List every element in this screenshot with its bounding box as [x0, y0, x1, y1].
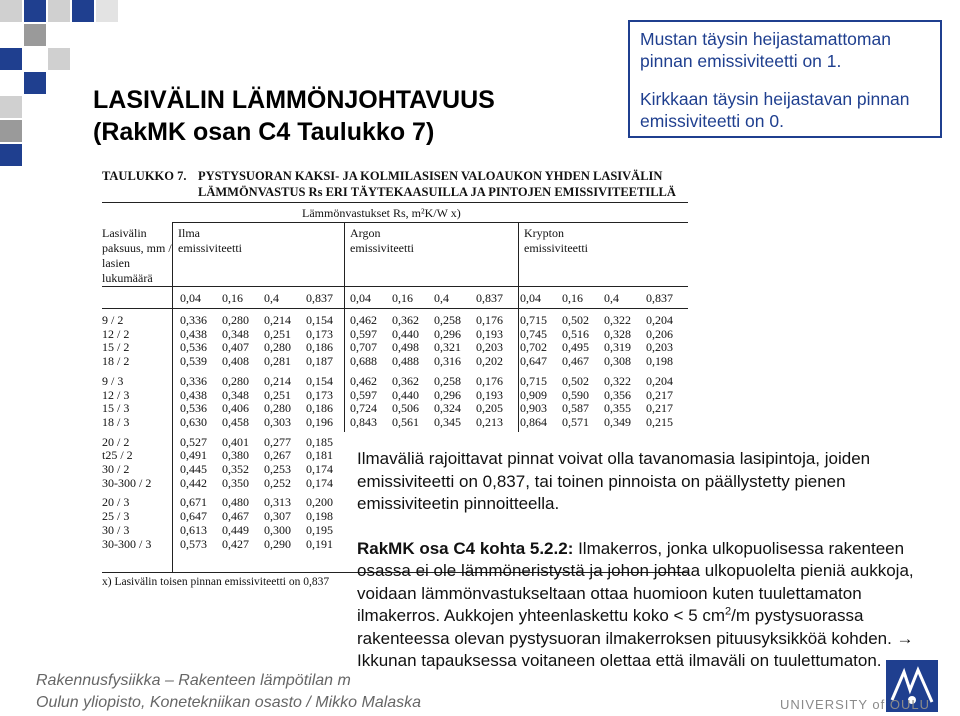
table-cell: 0,195: [306, 522, 333, 537]
row-label: 9 / 3: [102, 373, 124, 388]
table-cell: 0,380: [222, 448, 249, 463]
table-cell: 0,322: [604, 313, 631, 327]
table-cell: 0,213: [476, 414, 503, 429]
table-caption: [102, 168, 676, 200]
callout-text-2: Kirkkaan täysin heijastavan pinnan emissiviteetti on 0.: [640, 89, 910, 131]
callout-text-1: Mustan täysin heijastamattoman pinnan emissiviteetti on 1.: [640, 29, 891, 71]
row-label: 20 / 2: [102, 434, 130, 449]
row-label: 9 / 2: [102, 313, 124, 327]
table-cell: 0,154: [306, 313, 333, 327]
table-cell: 0,202: [476, 354, 503, 369]
table-cell: 0,267: [264, 448, 291, 463]
table-cell: 0,258: [434, 313, 461, 327]
emissivity-cell: 0,4: [264, 291, 279, 306]
emissivity-cell: 0,837: [476, 291, 503, 306]
table-cell: 0,909: [520, 387, 547, 402]
table-cell: 0,204: [646, 373, 673, 388]
row-label: 30 / 3: [102, 522, 130, 537]
table-cell: 0,203: [646, 340, 673, 355]
mosaic-square: [0, 144, 22, 166]
table-cell: 0,319: [604, 340, 631, 355]
table-cell: 0,647: [180, 509, 207, 524]
table-cell: 0,571: [562, 414, 589, 429]
table-cell: 0,597: [350, 387, 377, 402]
table-cell: 0,362: [392, 373, 419, 388]
gas-sub: emissiviteetti: [178, 241, 242, 255]
table-cell: 0,488: [392, 354, 419, 369]
table-cell: 0,438: [180, 326, 207, 341]
table-caption-label: TAULUKKO 7.: [102, 169, 187, 183]
emissivity-cell: 0,16: [392, 291, 413, 306]
table-cell: 0,217: [646, 387, 673, 402]
table-cell: 0,458: [222, 414, 249, 429]
row-label: 30 / 2: [102, 462, 130, 477]
table-cell: 0,198: [646, 354, 673, 369]
emissivity-cell: 0,04: [520, 291, 541, 306]
table-cell: 0,336: [180, 373, 207, 388]
table-row: [102, 341, 690, 355]
table-cell: 0,408: [222, 354, 249, 369]
table-row: [102, 314, 690, 328]
table-cell: 0,321: [434, 340, 461, 355]
title-line-1: LASIVÄLIN LÄMMÖNJOHTAVUUS: [93, 86, 495, 114]
table-cell: 0,191: [306, 536, 333, 551]
table-footnote: x) Lasivälin toisen pinnan emissiviteetti on 0,837: [102, 576, 330, 588]
gas-header-air: [178, 226, 242, 256]
emissivity-cell: 0,04: [350, 291, 371, 306]
table-cell: 0,181: [306, 448, 333, 463]
table-cell: 0,185: [306, 434, 333, 449]
table-cell: 0,186: [306, 401, 333, 416]
column-header-thickness: Lasivälin paksuus, mm / lasien lukumäärä: [102, 226, 172, 285]
footer: [36, 670, 421, 714]
paragraph-1: Ilmaväliä rajoittavat pinnat voivat olla tavanomasia lasipintoja, joiden emissiviteetti on 0,837, tai toinen pinnoista on päällystetty pienen emissiviteetin pinnoitteella.: [357, 449, 871, 513]
table-cell: 0,462: [350, 373, 377, 388]
table-cell: 0,217: [646, 401, 673, 416]
superscript: 2: [725, 605, 732, 618]
table-cell: 0,491: [180, 448, 207, 463]
table-cell: 0,573: [180, 536, 207, 551]
table-cell: 0,864: [520, 414, 547, 429]
table-cell: 0,187: [306, 354, 333, 369]
table-cell: 0,196: [306, 414, 333, 429]
row-label: 30-300 / 3: [102, 536, 152, 551]
table-cell: 0,215: [646, 414, 673, 429]
table-cell: 0,506: [392, 401, 419, 416]
table-cell: 0,438: [180, 387, 207, 402]
university-logo: [770, 660, 950, 716]
row-label: 30-300 / 2: [102, 475, 152, 490]
table-cell: 0,214: [264, 313, 291, 327]
row-label: 20 / 3: [102, 495, 130, 510]
table-cell: 0,903: [520, 401, 547, 416]
table-cell: 0,407: [222, 340, 249, 355]
emissivity-callout: [628, 20, 942, 138]
table-cell: 0,154: [306, 373, 333, 388]
table-cell: 0,362: [392, 313, 419, 327]
mosaic-square: [0, 0, 22, 22]
table-cell: 0,328: [604, 326, 631, 341]
table-cell: 0,303: [264, 414, 291, 429]
table-rule: [102, 202, 688, 203]
table-cell: 0,350: [222, 475, 249, 490]
table-cell: 0,442: [180, 475, 207, 490]
table-cell: 0,445: [180, 462, 207, 477]
table-cell: 0,198: [306, 509, 333, 524]
table-cell: 0,536: [180, 401, 207, 416]
emissivity-cell: 0,16: [562, 291, 583, 306]
table-cell: 0,516: [562, 326, 589, 341]
table-cell: 0,502: [562, 313, 589, 327]
university-name: UNIVERSITY of OULU: [780, 697, 930, 712]
footer-line-2: Oulun yliopisto, Konetekniikan osasto / Mikko Malaska: [36, 694, 422, 711]
table-cell: 0,406: [222, 401, 249, 416]
row-label: t25 / 2: [102, 448, 133, 463]
table-cell: 0,173: [306, 387, 333, 402]
page-title: [93, 84, 495, 148]
table-cell: 0,480: [222, 495, 249, 510]
table-cell: 0,206: [646, 326, 673, 341]
table-cell: 0,313: [264, 495, 291, 510]
row-label: 15 / 2: [102, 340, 130, 355]
emissivity-cell: 0,16: [222, 291, 243, 306]
table-cell: 0,745: [520, 326, 547, 341]
table-rule: [172, 222, 688, 223]
table-cell: 0,173: [306, 326, 333, 341]
row-label: 25 / 3: [102, 509, 130, 524]
table-cell: 0,348: [222, 387, 249, 402]
table-cell: 0,597: [350, 326, 377, 341]
table-rule: [102, 286, 688, 287]
table-cell: 0,296: [434, 326, 461, 341]
table-row: [102, 355, 690, 369]
table-cell: 0,352: [222, 462, 249, 477]
table-cell: 0,702: [520, 340, 547, 355]
table-cell: 0,300: [264, 522, 291, 537]
table-cell: 0,427: [222, 536, 249, 551]
table-cell: 0,281: [264, 354, 291, 369]
table-cell: 0,277: [264, 434, 291, 449]
table-cell: 0,462: [350, 313, 377, 327]
table-caption-line-2: LÄMMÖNVASTUS Rs ERI TÄYTEKAASUILLA JA PINTOJEN EMISSIVITEETILLÄ: [198, 185, 676, 199]
table-cell: 0,348: [222, 326, 249, 341]
table-row: [102, 402, 690, 416]
table-cell: 0,527: [180, 434, 207, 449]
paragraph-2: [357, 538, 917, 673]
mosaic-square: [24, 72, 46, 94]
table-cell: 0,251: [264, 387, 291, 402]
table-cell: 0,647: [520, 354, 547, 369]
gas-name: Ilma: [178, 226, 200, 240]
mosaic-square: [48, 48, 70, 70]
table-cell: 0,495: [562, 340, 589, 355]
table-cell: 0,203: [476, 340, 503, 355]
mosaic-square: [24, 24, 46, 46]
table-cell: 0,251: [264, 326, 291, 341]
table-cell: 0,290: [264, 536, 291, 551]
table-cell: 0,280: [264, 340, 291, 355]
table-cell: 0,536: [180, 340, 207, 355]
table-cell: 0,356: [604, 387, 631, 402]
table-cell: 0,590: [562, 387, 589, 402]
table-cell: 0,539: [180, 354, 207, 369]
table-cell: 0,186: [306, 340, 333, 355]
table-cell: 0,214: [264, 373, 291, 388]
table-cell: 0,467: [222, 509, 249, 524]
emissivity-cell: 0,04: [180, 291, 201, 306]
table-cell: 0,355: [604, 401, 631, 416]
table-cell: 0,324: [434, 401, 461, 416]
gas-sub: emissiviteetti: [524, 241, 588, 255]
table-cell: 0,252: [264, 475, 291, 490]
table-cell: 0,308: [604, 354, 631, 369]
table-cell: 0,630: [180, 414, 207, 429]
mosaic-square: [24, 0, 46, 22]
gas-name: Argon: [350, 226, 381, 240]
table-cell: 0,440: [392, 326, 419, 341]
table-cell: 0,715: [520, 313, 547, 327]
table-cell: 0,316: [434, 354, 461, 369]
table-cell: 0,467: [562, 354, 589, 369]
table-cell: 0,322: [604, 373, 631, 388]
table-cell: 0,843: [350, 414, 377, 429]
body-text: [357, 448, 917, 673]
table-cell: 0,440: [392, 387, 419, 402]
table-cell: 0,688: [350, 354, 377, 369]
table-cell: 0,280: [222, 313, 249, 327]
paragraph-2-text-b: /m pystysuorassa rakenteessa olevan pystysuoran ilmakerroksen pituusyksikköä kohden. → Ikkunan tapauksessa voitaneen olettaa että ilmaväli on tuulettumaton.: [357, 606, 914, 670]
mosaic-square: [0, 120, 22, 142]
footer-line-1: Rakennusfysiikka – Rakenteen lämpötilan m: [36, 672, 351, 689]
paragraph-2-text-a: Ilmakerros, jonka ulkopuolisessa rakenteen osassa ei ole lämmöneristystä ja johon johtaa ulkopuolelta pieniä aukkoja, voidaan lämmönvastukseltaan ottaa huomioon kuten tuulettamaton ilmakerros. Aukkojen yhteenlaskettu koko < 5 cm: [357, 538, 914, 625]
title-line-2: (RakMK osan C4 Taulukko 7): [93, 118, 435, 146]
table-cell: 0,502: [562, 373, 589, 388]
emissivity-cell: 0,4: [604, 291, 619, 306]
table-cell: 0,498: [392, 340, 419, 355]
mosaic-square: [72, 0, 94, 22]
unit-header: Lämmönvastukset Rs, m²K/W x): [302, 206, 461, 220]
emissivity-cell: 0,837: [306, 291, 333, 306]
table-cell: 0,280: [264, 401, 291, 416]
gas-header-argon: [350, 226, 414, 256]
table-cell: 0,193: [476, 387, 503, 402]
table-cell: 0,280: [222, 373, 249, 388]
row-label: 18 / 3: [102, 414, 130, 429]
table-cell: 0,193: [476, 326, 503, 341]
table-cell: 0,561: [392, 414, 419, 429]
table-cell: 0,253: [264, 462, 291, 477]
table-row: [102, 416, 690, 430]
gas-sub: emissiviteetti: [350, 241, 414, 255]
table-cell: 0,587: [562, 401, 589, 416]
table-cell: 0,336: [180, 313, 207, 327]
table-caption-line-1: PYSTYSUORAN KAKSI- JA KOLMILASISEN VALOAUKON YHDEN LASIVÄLIN: [198, 169, 663, 183]
gas-header-krypton: [524, 226, 588, 256]
row-label: 12 / 3: [102, 387, 130, 402]
emissivity-header-row: [102, 290, 690, 308]
table-cell: 0,176: [476, 313, 503, 327]
table-cell: 0,707: [350, 340, 377, 355]
row-label: 12 / 2: [102, 326, 130, 341]
mosaic-square: [0, 96, 22, 118]
table-cell: 0,671: [180, 495, 207, 510]
row-label: 15 / 3: [102, 401, 130, 416]
table-cell: 0,307: [264, 509, 291, 524]
table-row: [102, 389, 690, 403]
table-cell: 0,296: [434, 387, 461, 402]
table-cell: 0,204: [646, 313, 673, 327]
table-cell: 0,258: [434, 373, 461, 388]
table-cell: 0,724: [350, 401, 377, 416]
table-cell: 0,715: [520, 373, 547, 388]
mosaic-square: [96, 0, 118, 22]
paragraph-2-heading: RakMK osa C4 kohta 5.2.2:: [357, 538, 574, 558]
table-cell: 0,200: [306, 495, 333, 510]
row-label: 18 / 2: [102, 354, 130, 369]
emissivity-cell: 0,4: [434, 291, 449, 306]
table-cell: 0,449: [222, 522, 249, 537]
table-row: [102, 328, 690, 342]
table-cell: 0,174: [306, 475, 333, 490]
table-cell: 0,176: [476, 373, 503, 388]
table-cell: 0,345: [434, 414, 461, 429]
table-row: [102, 375, 690, 389]
table-cell: 0,205: [476, 401, 503, 416]
table-cell: 0,174: [306, 462, 333, 477]
mosaic-square: [48, 0, 70, 22]
gas-name: Krypton: [524, 226, 564, 240]
table-cell: 0,401: [222, 434, 249, 449]
table-cell: 0,613: [180, 522, 207, 537]
table-cell: 0,349: [604, 414, 631, 429]
emissivity-cell: 0,837: [646, 291, 673, 306]
mosaic-square: [0, 48, 22, 70]
